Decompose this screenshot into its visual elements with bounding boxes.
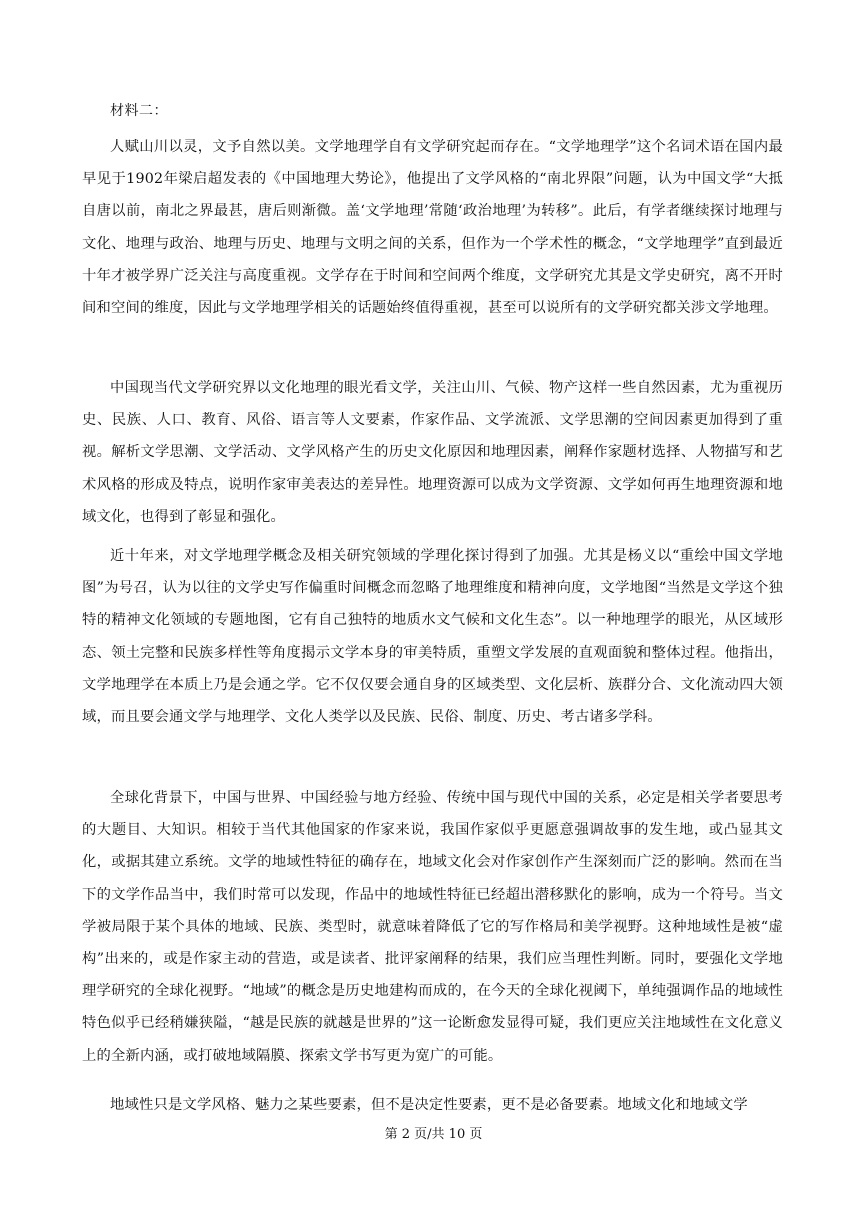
section-heading: 材料二： (110, 103, 168, 119)
paragraph-2: 中国现当代文学研究界以文化地理的眼光看文学，关注山川、气候、物产这样一些自然因素，尤为重视历史、民族、人口、教育、风俗、语言等人文要素，作家作品、文学流派、文学思潮的空间因素更加得到了重视。解析文学思潮、文学活动、文学风格产生的历史文化原因和地理因素，阐释作家题材选择、人物描写和艺术风格的形成及特点，说明作家审美表达的差异性。地理资源可以成为文学资源、文学如何再生地理资源和地域文化，也得到了彰显和强化。 (82, 380, 783, 525)
paragraph-5: 地域性只是文学风格、魅力之某些要素，但不是决定性要素，更不是必备要素。地域文化和地域文学 (110, 1097, 748, 1113)
paragraph-3: 近十年来，对文学地理学概念及相关研究领域的学理化探讨得到了加强。尤其是杨义以“重绘中国文学地图”为号召，认为以往的文学史写作偏重时间概念而忽略了地理维度和精神向度，文学地图“当然是文学这个独特的精神文化领域的专题地图，它有自己独特的地质水文气候和文化生态”。以一种地理学的眼光，从区域形态、领土完整和民族多样性等角度揭示文学本身的审美特质，重塑文学发展的直观面貌和整体过程。他指出，文学地理学在本质上乃是会通之学。它不仅仅要会通自身的区域类型、文化层析、族群分合、文化流动四大领域，而且要会通文学与地理学、文化人类学以及民族、民俗、制度、历史、考古诸多学科。 (82, 548, 783, 726)
paragraph-1: 人赋山川以灵，文予自然以美。文学地理学自有文学研究起而存在。“文学地理学”这个名词术语在国内最早见于1902年梁启超发表的《中国地理大势论》，他提出了文学风格的“南北界限”问题，认为中国文学“大抵自唐以前，南北之界最甚，唐后则渐微。盖‘文学地理’常随‘政治地理’为转移”。此后，有学者继续探讨地理与文化、地理与政治、地理与历史、地理与文明之间的关系，但作为一个学术性的概念，“文学地理学”直到最近十年才被学界广泛关注与高度重视。文学存在于时间和空间两个维度，文学研究尤其是文学史研究，离不开时间和空间的维度，因此与文学地理学相关的话题始终值得重视，甚至可以说所有的文学研究都关涉文学地理。 (82, 139, 783, 317)
paragraph-4: 全球化背景下，中国与世界、中国经验与地方经验、传统中国与现代中国的关系，必定是相关学者要思考的大题目、大知识。相较于当代其他国家的作家来说，我国作家似乎更愿意强调故事的发生地，或凸显其文化，或据其建立系统。文学的地域性特征的确存在，地域文化会对作家创作产生深刻而广泛的影响。然而在当下的文学作品当中，我们时常可以发现，作品中的地域性特征已经超出潜移默化的影响，成为一个符号。当文学被局限于某个具体的地域、民族、类型时，就意味着降低了它的写作格局和美学视野。这种地域性是被“虚构”出来的，或是作家主动的营造，或是读者、批评家阐释的结果，我们应当理性判断。同时，要强化文学地理学研究的全球化视野。“地域”的概念是历史地建构而成的，在今天的全球化视阈下，单纯强调作品的地域性特色似乎已经稍嫌狭隘，“越是民族的就越是世界的”这一论断愈发显得可疑，我们更应关注地域性在文化意义上的全新内涵，或打破地域隔膜、探索文学书写更为宽广的可能。 (82, 790, 783, 1064)
page-footer: 第 2 页/共 10 页 (384, 1127, 483, 1142)
